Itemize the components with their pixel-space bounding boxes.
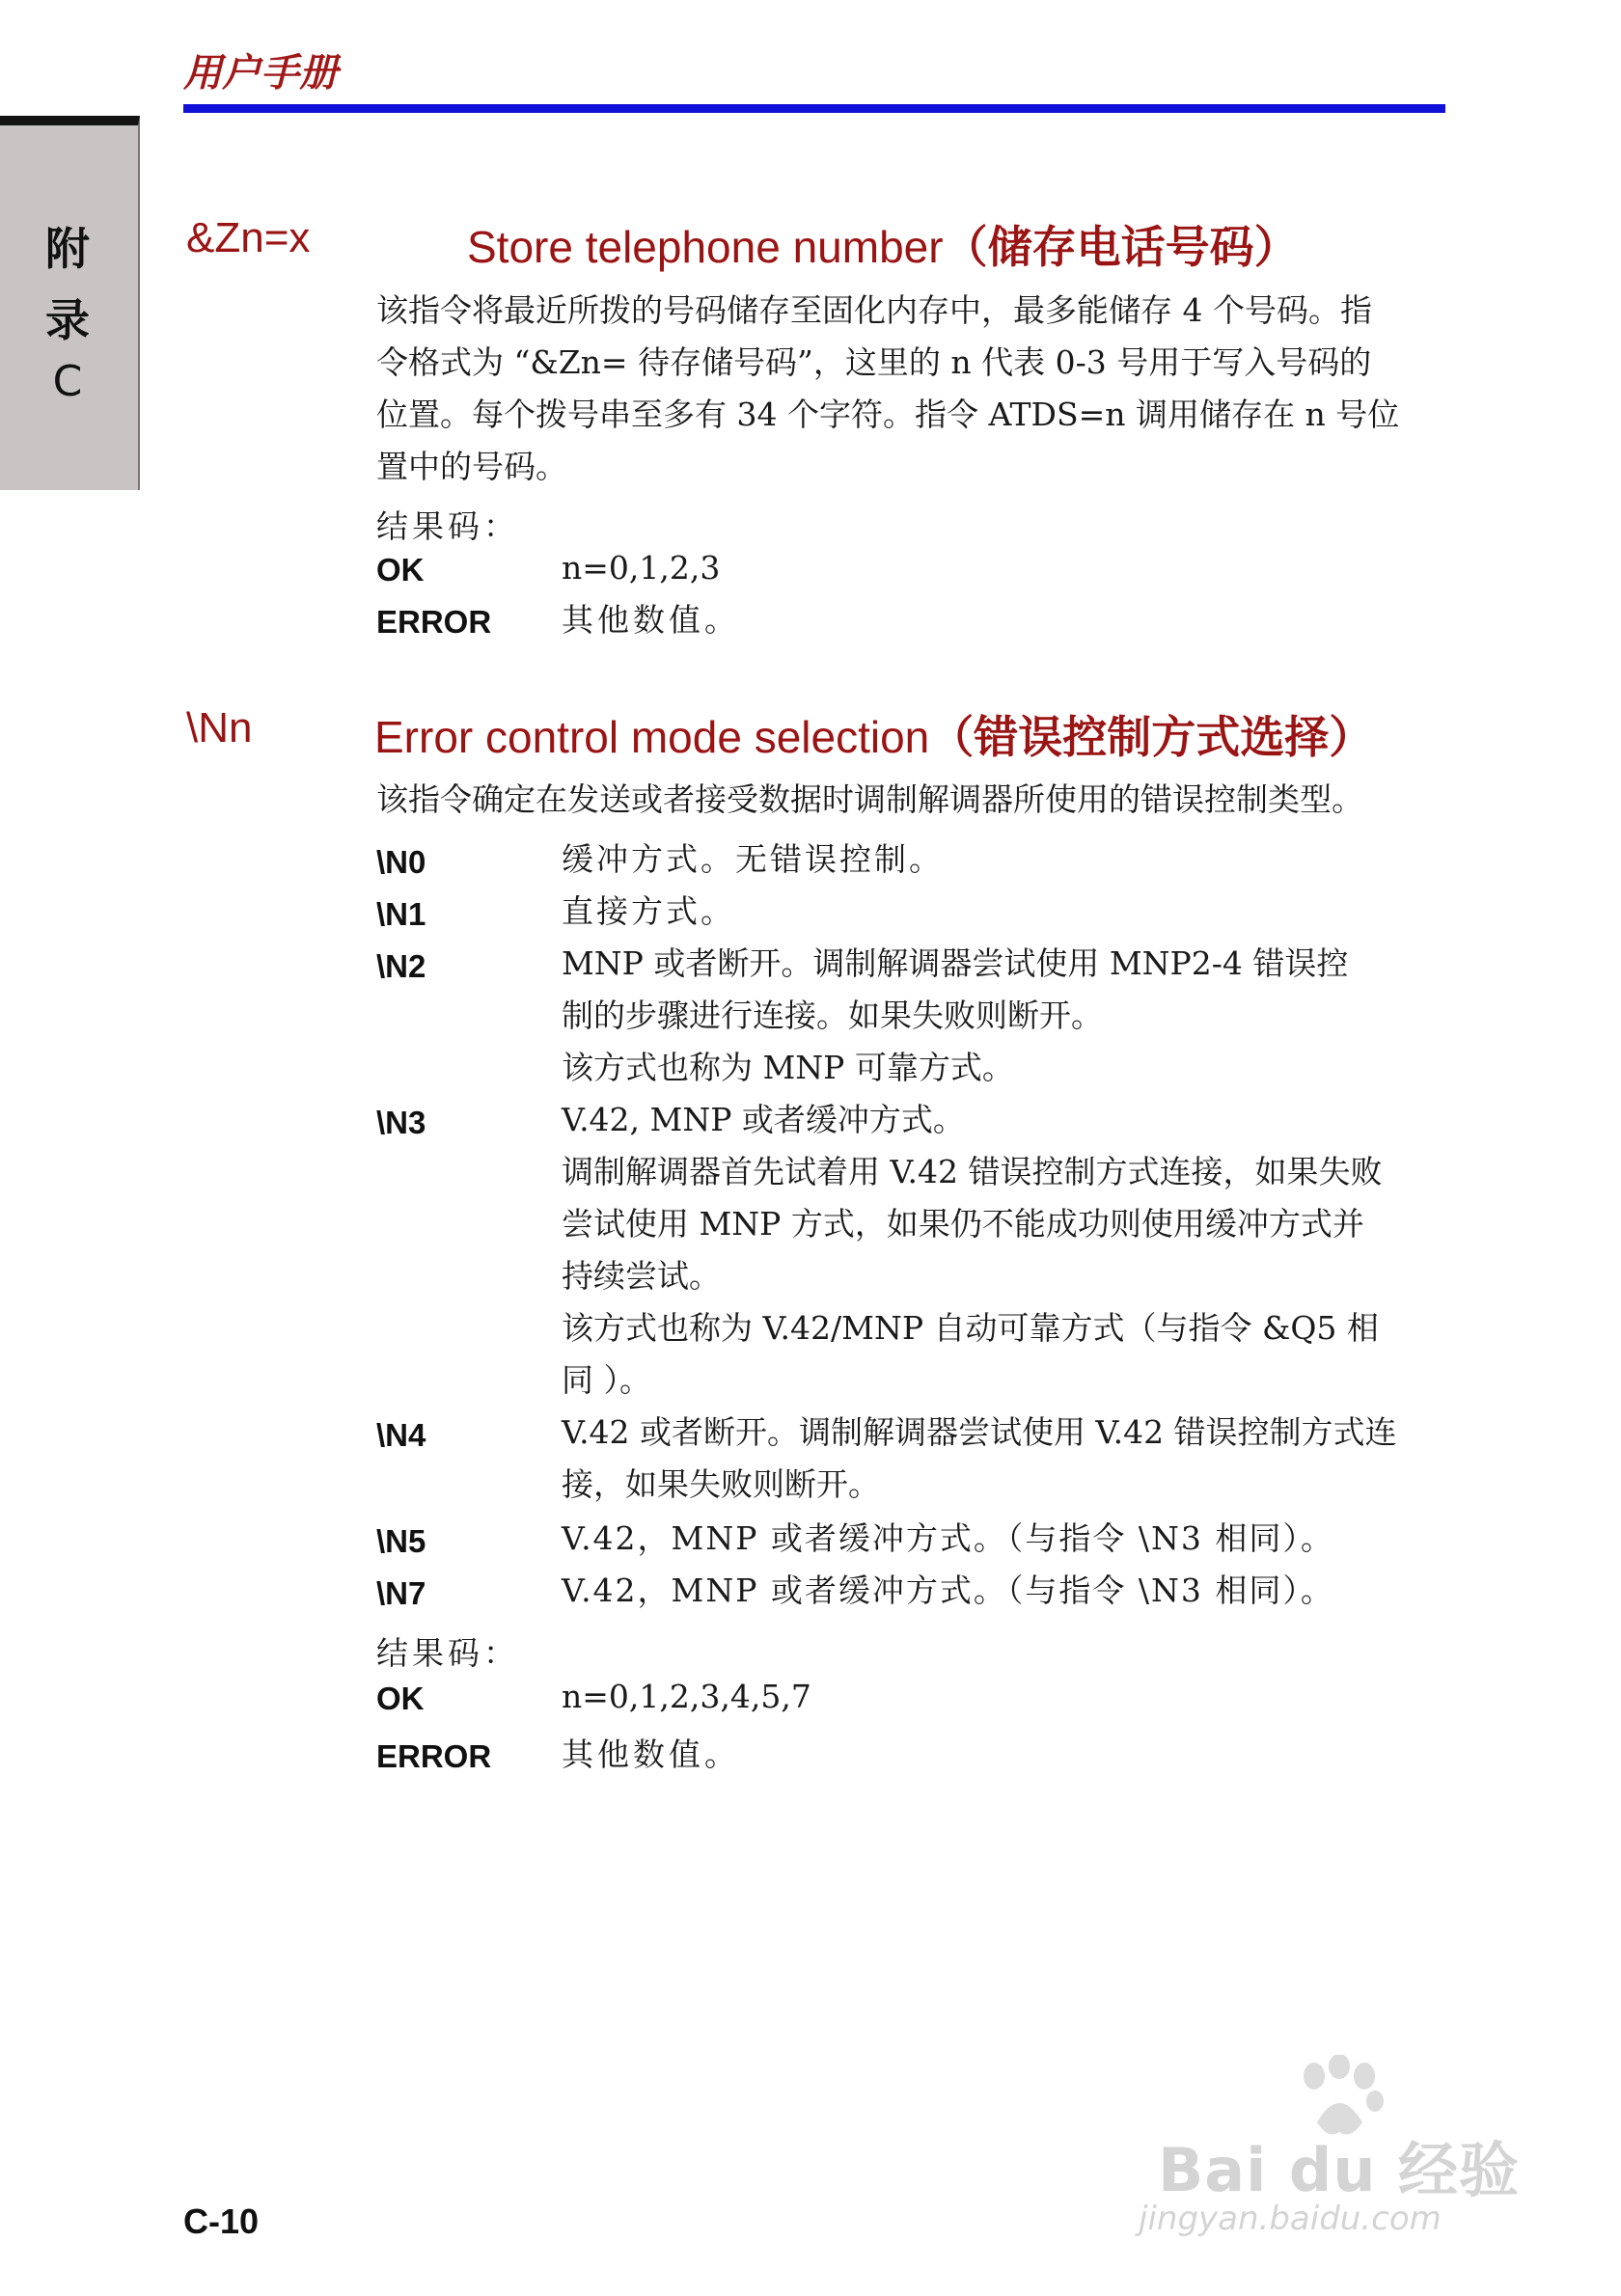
section-title-en: Store telephone number xyxy=(467,222,944,272)
mode-line: 尝试使用 MNP 方式，如果仍不能成功则使用缓冲方式并 xyxy=(562,1205,1364,1243)
mode-description xyxy=(562,938,1449,1094)
mode-description xyxy=(562,1094,1449,1407)
section2-result-label: 结果码： xyxy=(376,1634,519,1672)
command-zn: &Zn=x xyxy=(186,214,311,261)
section1-line: 位置。每个拨号串至多有 34 个字符。指令 ATDS=n 调用储存在 n 号位 xyxy=(376,396,1400,433)
mode-code: \N3 xyxy=(376,1105,426,1140)
mode-description xyxy=(562,886,1449,938)
mode-description xyxy=(562,1565,1449,1617)
section1-ok-value: n=0,1,2,3 xyxy=(562,549,721,587)
section1-result-label: 结果码： xyxy=(376,507,519,545)
watermark-brand: Bai du 经验 xyxy=(1158,2135,1521,2205)
section1-error-value: 其他数值。 xyxy=(562,601,740,639)
mode-line: 同 ）。 xyxy=(562,1361,651,1399)
section-title-en: Error control mode selection xyxy=(374,712,930,762)
section1-ok-code: OK xyxy=(376,552,425,588)
mode-line: V.42，MNP 或者缓冲方式。（与指令 \N3 相同）。 xyxy=(562,1572,1334,1609)
side-tab-char-3: C xyxy=(52,357,83,406)
mode-line: 持续尝试。 xyxy=(562,1257,721,1295)
mode-description xyxy=(562,834,1449,886)
section-title-store-number xyxy=(467,212,1299,276)
mode-code: \N7 xyxy=(376,1575,426,1611)
baidu-watermark xyxy=(1110,2055,1553,2248)
mode-line: V.42，MNP 或者缓冲方式。（与指令 \N3 相同）。 xyxy=(562,1519,1334,1557)
mode-description xyxy=(562,1513,1449,1565)
command-nn: \Nn xyxy=(186,704,253,752)
mode-line: 缓冲方式。无错误控制。 xyxy=(562,840,944,878)
section2-error-code: ERROR xyxy=(376,1738,492,1774)
section1-line: 置中的号码。 xyxy=(376,448,567,485)
section2-ok-code: OK xyxy=(376,1681,425,1716)
mode-line: 接，如果失败则断开。 xyxy=(562,1465,880,1503)
manual-header-title: 用户手册 xyxy=(183,51,338,96)
mode-code: \N5 xyxy=(376,1523,426,1559)
mode-code: \N4 xyxy=(376,1417,426,1453)
mode-line: V.42 或者断开。调制解调器尝试使用 V.42 错误控制方式连 xyxy=(562,1413,1397,1451)
section2-error-value: 其他数值。 xyxy=(562,1736,740,1773)
mode-line: 调制解调器首先试着用 V.42 错误控制方式连接，如果失败 xyxy=(562,1153,1383,1190)
side-tab-char-2: 录 xyxy=(45,294,90,346)
side-tab-char-1: 附 xyxy=(45,223,90,275)
section-title-cn: （储存电话号码） xyxy=(943,221,1299,273)
header-rule xyxy=(183,104,1445,113)
section2-intro: 该指令确定在发送或者接受数据时调制解调器所使用的错误控制类型。 xyxy=(376,780,1363,818)
section1-line: 该指令将最近所拨的号码储存至固化内存中，最多能储存 4 个号码。指 xyxy=(376,291,1372,329)
section-title-error-control xyxy=(374,702,1373,766)
section1-line: 令格式为 “&Zn= 待存储号码”，这里的 n 代表 0-3 号用于写入号码的 xyxy=(376,343,1372,381)
watermark-url: jingyan.baidu.com xyxy=(1139,2200,1442,2238)
mode-code: \N2 xyxy=(376,948,426,984)
section1-description xyxy=(376,285,1449,493)
mode-code: \N0 xyxy=(376,844,426,880)
section-title-cn: （错误控制方式选择） xyxy=(929,711,1374,763)
mode-line: 该方式也称为 MNP 可靠方式。 xyxy=(562,1049,1014,1086)
mode-line: V.42, MNP 或者缓冲方式。 xyxy=(562,1101,965,1138)
mode-code: \N1 xyxy=(376,896,426,932)
mode-line: MNP 或者断开。调制解调器尝试使用 MNP2-4 错误控 xyxy=(562,944,1349,982)
mode-line: 制的步骤进行连接。如果失败则断开。 xyxy=(562,997,1103,1034)
section2-ok-value: n=0,1,2,3,4,5,7 xyxy=(562,1678,811,1715)
mode-description xyxy=(562,1407,1449,1511)
page-number: C-10 xyxy=(183,2201,260,2241)
appendix-side-tab xyxy=(0,116,140,490)
section1-error-code: ERROR xyxy=(376,604,492,640)
mode-line: 直接方式。 xyxy=(562,892,735,930)
mode-line: 该方式也称为 V.42/MNP 自动可靠方式（与指令 &Q5 相 xyxy=(562,1309,1379,1347)
